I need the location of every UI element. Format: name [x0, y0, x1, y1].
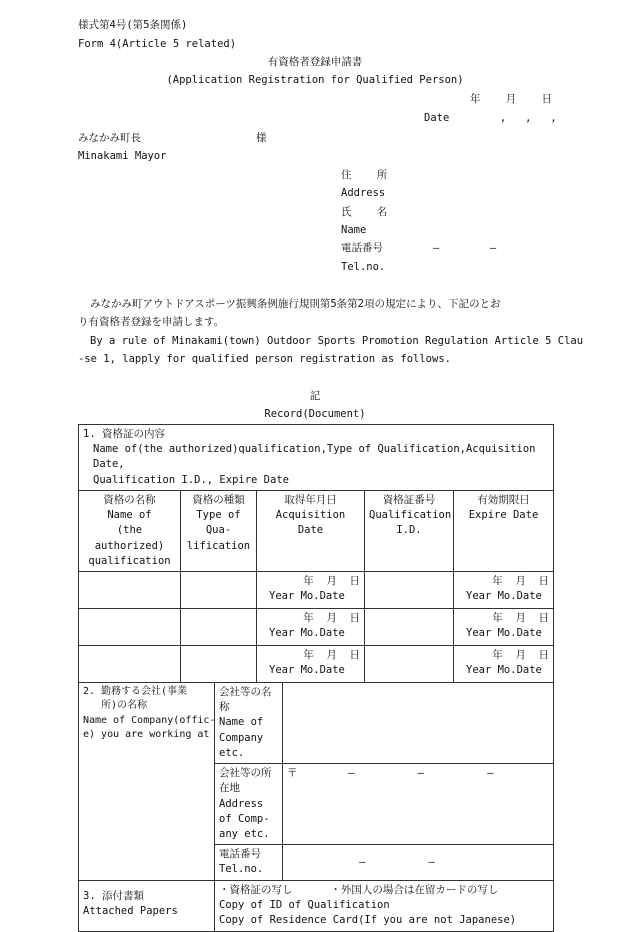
paragraph-ja-line1: みなかみ町アウトドアスポーツ振興条例施行規則第5条第2項の規定により、下記のとお [90, 298, 501, 310]
qualification-type-cell[interactable] [181, 608, 257, 645]
applicant-name-en: Name [341, 224, 367, 236]
attached-papers-line3: Copy of Residence Card(If you are not Japanese) [219, 914, 517, 927]
section3-header [79, 880, 215, 931]
company-name-input[interactable] [283, 682, 554, 763]
form-number-en: Form 4(Article 5 related) [78, 38, 237, 50]
qualification-row [79, 608, 554, 645]
attached-papers-line1: ・資格証の写し ・外国人の場合は在留カードの写し [219, 883, 499, 896]
form-number-ja: 様式第4号(第5条関係) [78, 19, 188, 31]
expire-date-cell[interactable]: 年 月 日 Year Mo.Date [454, 645, 554, 682]
qualification-row [79, 571, 554, 608]
mayor-honorific: 様 [256, 132, 267, 144]
mayor-en: Minakami Mayor [78, 150, 167, 162]
attached-papers-line2: Copy of ID of Qualification [219, 898, 390, 911]
company-name-label: 会社等の名称 Name of Company etc. [215, 682, 283, 763]
qualification-id-cell[interactable] [365, 608, 454, 645]
section2-header [79, 682, 215, 880]
attached-papers-cell [215, 880, 554, 931]
column-header-id: 資格証番号 Qualification I.D. [365, 490, 454, 571]
section1-title-ja: 1. 資格証の内容 [83, 428, 165, 440]
paragraph-ja-line2: り有資格者登録を申請します。 [78, 316, 225, 328]
expire-date-cell[interactable]: 年 月 日 Year Mo.Date [454, 608, 554, 645]
date-en: Date , , , [424, 112, 557, 124]
title-en: (Application Registration for Qualified Person) [166, 74, 464, 86]
applicant-tel-dashes: ― ― [433, 242, 497, 254]
paragraph-en-line2: -se 1, lapply for qualified person registration as follows. [78, 353, 451, 365]
column-header-type: 資格の種類 Type of Qua- lification [181, 490, 257, 571]
applicant-tel-ja: 電話番号 [341, 242, 383, 254]
qualification-id-cell[interactable] [365, 645, 454, 682]
acquisition-date-cell[interactable]: 年 月 日 Year Mo.Date [257, 571, 365, 608]
section1-header [79, 425, 554, 491]
company-address-label: 会社等の所在地 Address of Comp- any etc. [215, 764, 283, 845]
title-ja: 有資格者登録申請書 [267, 56, 363, 68]
application-table [78, 424, 554, 932]
applicant-tel-en: Tel.no. [341, 261, 386, 273]
qualification-name-cell[interactable] [79, 645, 181, 682]
qualification-name-cell[interactable] [79, 608, 181, 645]
expire-date-cell[interactable]: 年 月 日 Year Mo.Date [454, 571, 554, 608]
column-header-acquisition: 取得年月日 Acquisition Date [257, 490, 365, 571]
applicant-address-ja: 住 所 [341, 169, 388, 181]
mayor-ja: みなかみ町長 [78, 132, 141, 144]
column-header-name: 資格の名称 Name of (the authorized) qualification [79, 490, 181, 571]
section2-title-ja: 2. 勤務する会社(事業 所)の名称 [83, 685, 188, 712]
qualification-type-cell[interactable] [181, 571, 257, 608]
date-ja: 年 月 日 [470, 93, 553, 105]
column-header-expire: 有効期限日 Expire Date [454, 490, 554, 571]
company-tel-input[interactable]: ― ― [283, 845, 554, 880]
section1-title-en-line1: Name of(the authorized)qualification,Type of Qualification,Acquisition Date, [93, 443, 536, 471]
section1-title-en-line2: Qualification I.D., Expire Date [93, 473, 289, 486]
qualification-name-cell[interactable] [79, 571, 181, 608]
company-tel-label: 電話番号Tel.no. [215, 845, 283, 880]
acquisition-date-cell[interactable]: 年 月 日 Year Mo.Date [257, 645, 365, 682]
applicant-address-en: Address [341, 187, 386, 199]
qualification-row [79, 645, 554, 682]
qualification-type-cell[interactable] [181, 645, 257, 682]
company-address-input[interactable]: 〒 ― ― ― [283, 764, 554, 845]
section3-title-ja: 3. 添付書類 [83, 889, 144, 902]
record-heading-ja: 記 [309, 390, 321, 402]
applicant-name-ja: 氏 名 [341, 206, 388, 218]
section3-title-en: Attached Papers [83, 904, 178, 917]
record-heading-en: Record(Document) [264, 408, 366, 420]
qualification-id-cell[interactable] [365, 571, 454, 608]
section2-title-en: Name of Company(offic- e) you are working at [83, 714, 216, 741]
acquisition-date-cell[interactable]: 年 月 日 Year Mo.Date [257, 608, 365, 645]
paragraph-en-line1: By a rule of Minakami(town) Outdoor Sports Promotion Regulation Article 5 Clau [90, 335, 584, 347]
